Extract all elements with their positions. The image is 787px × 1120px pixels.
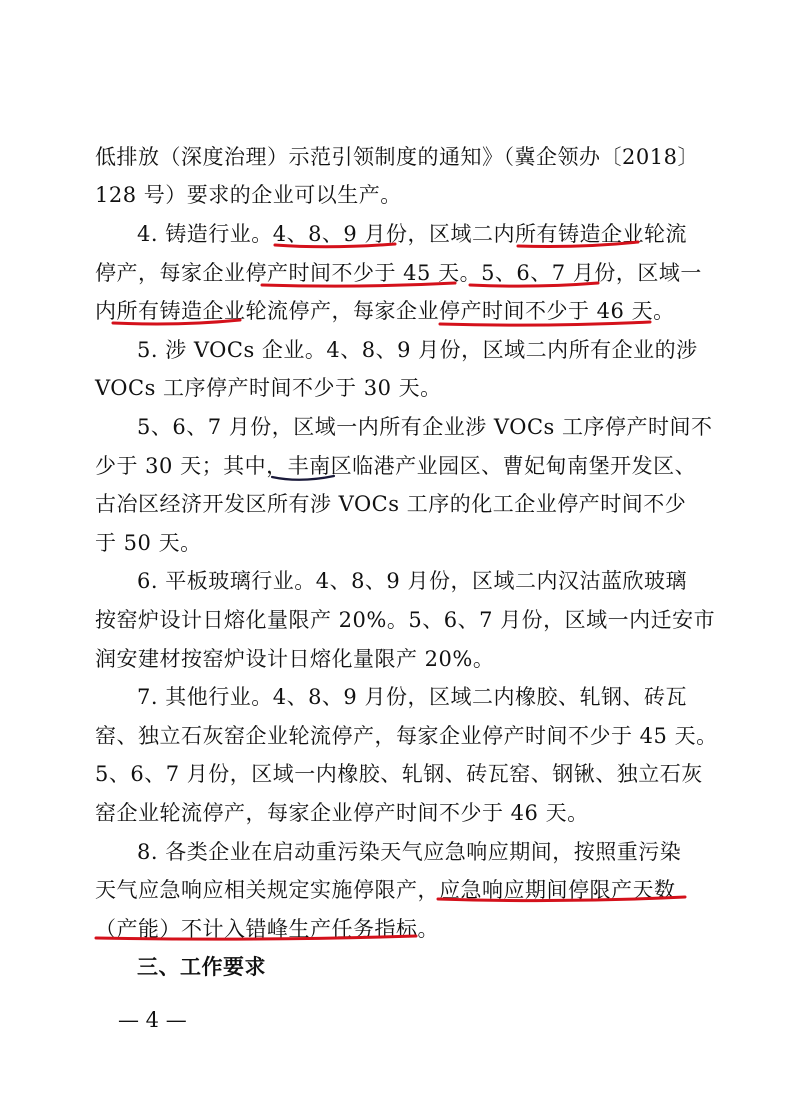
text-line: 于 50 天。 [95,531,202,555]
text-line: 128 号）要求的企业可以生产。 [95,183,402,207]
text-line: 5、6、7 月份，区域一内所有企业涉 VOCs 工序停产时间不 [137,415,713,439]
text-line: VOCs 工序停产时间不少于 30 天。 [95,376,442,400]
text-line: 低排放（深度治理）示范引领制度的通知》（冀企领办〔2018〕 [95,145,699,169]
text-line: 窑、独立石灰窑企业轮流停产，每家企业停产时间不少于 45 天。 [95,724,718,748]
text-line: 古冶区经济开发区所有涉 VOCs 工序的化工企业停产时间不少 [95,492,687,516]
text-line: 内所有铸造企业轮流停产，每家企业停产时间不少于 46 天。 [95,299,675,323]
text-line: 5、6、7 月份，区域一内橡胶、轧钢、砖瓦窑、钢锹、独立石灰 [95,762,703,786]
text-line: 停产，每家企业停产时间不少于 45 天。5、6、7 月份，区域一 [95,261,702,285]
text-line: 按窑炉设计日熔化量限产 20%。5、6、7 月份，区域一内迁安市 [95,608,716,632]
page-number: — 4 — [118,1008,187,1032]
text-line: 4. 铸造行业。4、8、9 月份，区域二内所有铸造企业轮流 [137,222,687,246]
text-line: 5. 涉 VOCs 企业。4、8、9 月份，区域二内所有企业的涉 [137,338,698,362]
text-line: （产能）不计入错峰生产任务指标。 [95,917,439,941]
text-line: 窑企业轮流停产，每家企业停产时间不少于 46 天。 [95,801,589,825]
text-line: 6. 平板玻璃行业。4、8、9 月份，区域二内汉沽蓝欣玻璃 [137,569,687,593]
text-line: 少于 30 天；其中，丰南区临港产业园区、曹妃甸南堡开发区、 [95,454,697,478]
text-line: 7. 其他行业。4、8、9 月份，区域二内橡胶、轧钢、砖瓦 [137,685,687,709]
section-heading: 三、工作要求 [137,955,266,979]
text-line: 8. 各类企业在启动重污染天气应急响应期间，按照重污染 [137,840,682,864]
text-line: 天气应急响应相关规定实施停限产，应急响应期间停限产天数 [95,878,676,902]
text-line: 润安建材按窑炉设计日熔化量限产 20%。 [95,647,495,671]
